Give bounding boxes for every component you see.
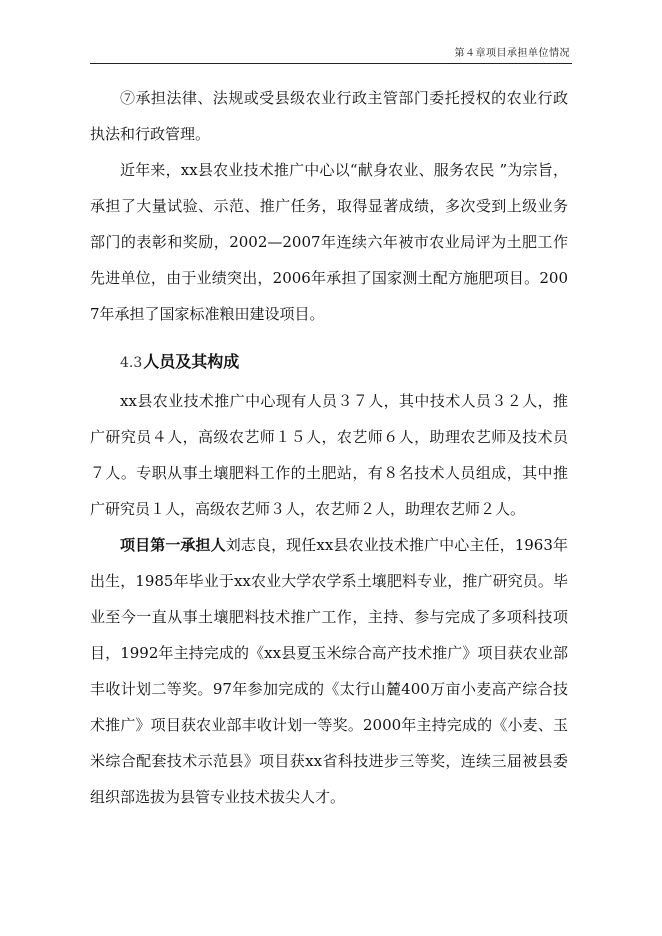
section-title: 人员及其构成 [143,352,240,371]
paragraph-personnel: xx县农业技术推广中心现有人员３７人，其中技术人员３２人，推广研究员４人，高级农艺师１５人，农艺师６人，助理农艺师及技术员７人。专职从事土壤肥料工作的土肥站，有８名技术人员组成，其中推广研究员１人，高级农艺师３人，农艺师２人，助理农艺师２人。 [90,392,568,518]
paragraph-achievements: 近年来，xx县农业技术推广中心以“献身农业、服务农民 ”为宗旨，承担了大量试验、示范、推广任务，取得显著成绩，多次受到上级业务部门的表彰和奖励，2002—2007年连续六年被市农业局评为土肥工作先进单位，由于业绩突出，2006年承担了国家测土配方施肥项目。2007年承担了国家标准粮田建设项目。 [90,161,568,323]
section-number: 4.3 [120,355,143,371]
section-heading [90,342,568,383]
body-content [90,80,568,815]
header-rule [90,63,572,64]
running-header: 第４章项目承担单位情况 [454,48,570,59]
project-leader-text: 刘志良，现任xx县农业技术推广中心主任，1963年出生，1985年毕业于xx农业大学农学系土壤肥料专业，推广研究员。毕业至今一直从事土壤肥料技术推广工作，主持、参与完成了多项科技项目，1992年主持完成的《xx县夏玉米综合高产技术推广》项目获农业部丰收计划二等奖。97年参加完成的《太行山麓400万亩小麦高产综合技术推广》项目获农业部丰收计划一等奖。2000年主持完成的《小麦、玉米综合配套技术示范县》项目获xx省科技进步三等奖，连续三届被县委组织部选拔为县管专业技术拔尖人才。 [90,536,568,806]
paragraph-project-leader [90,527,568,815]
project-leader-label: 项目第一承担人 [120,536,226,554]
paragraph-duty-7: ⑦承担法律、法规或受县级农业行政主管部门委托授权的农业行政执法和行政管理。 [90,89,568,143]
